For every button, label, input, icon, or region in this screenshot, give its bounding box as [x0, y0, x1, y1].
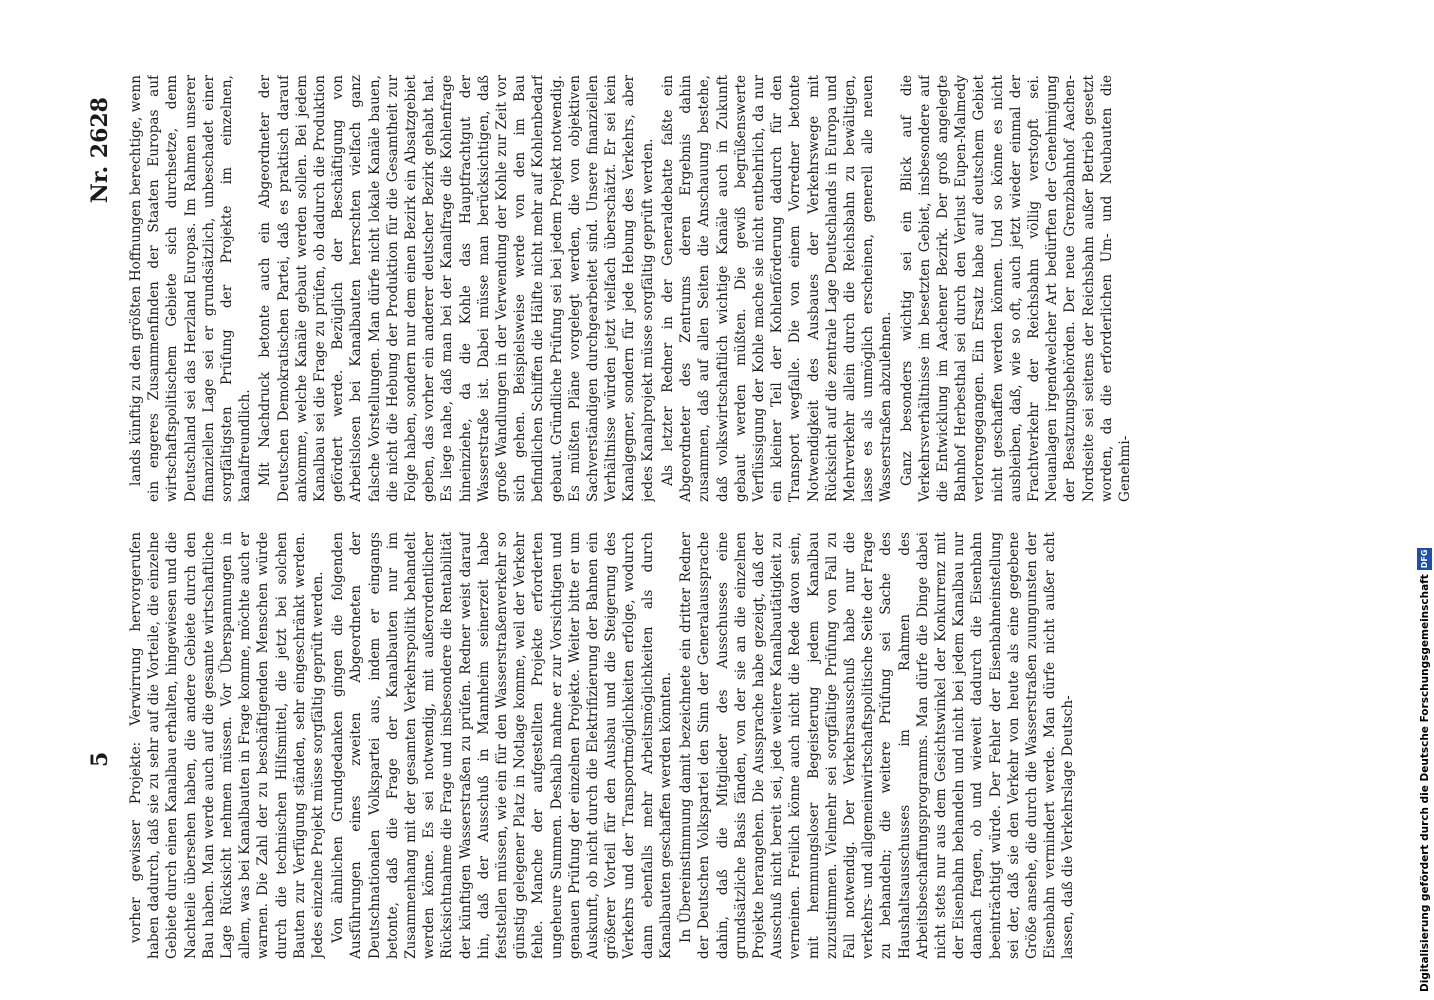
right-column [127, 75, 1417, 502]
paragraph: Von ähnlichen Grundgedanken gingen die folgenden Ausführungen eines zweiten Abgeordneten der Deutschnationalen Volkspartei aus, indem er eingangs betonte, daß die Frage der Kanalbauten nur im Zusammenhang mit der gesamten Verkehrspolitik behandelt werden könne. Es sei notwendig, mit außerordentlicher Rücksichtnahme die Frage und insbesondere die Rentabilität der künftigen Wasserstraßen zu prüfen. Redner weist darauf hin, daß der Ausschuß in Mannheim seinerzeit habe feststellen müssen, wie ein für den Wasserstraßenverkehr so günstig gelegener Platz in Notlage komme, weil der Verkehr fehle. Manche der aufgestellten Projekte erforderten ungeheure Summen. Deshalb mahne er zur Vorsichtigen und genauen Prüfung der einzelnen Projekte. Weiter bitte er um Auskunft, ob nicht durch die Elektrifizierung der Bahnen ein größerer Vorteil für den Ausbau und die Steigerung des Verkehrs und der Transportmöglichkeiten erfolge, wodurch dann ebenfalls mehr Arbeitsmöglichkeiten als durch Kanalbauten geschaffen werden könnten. [330, 532, 674, 959]
digitization-note-text: Digitalisierung gefördert durch die Deutsche Forschungsgemeinschaft [1419, 574, 1431, 992]
page-number: 5 [87, 751, 113, 767]
text-columns [127, 67, 1417, 967]
dfg-logo: DFG [1417, 548, 1432, 571]
paragraph: vorher gewisser Projekte: Verwirrung hervorgerufen haben dadurch, daß sie zu sehr auf die Vorteile, die einzelne Gebiete durch einen Kanalbau erhalten, hingewiesen und die Nachteile übersehen haben, die andere Gebiete durch den Bau haben. Man werde auch auf die gesamte wirtschaftliche Lage Rücksicht nehmen müssen. Vor Überspannungen in allem, was bei Kanalbauten in Frage komme, möchte auch er warnen. Die Zahl der zu beschäftigenden Menschen würde durch die technischen Hilfsmittel, die jetzt bei solchen Bauten zur Verfügung ständen, sehr eingeschränkt werden. Jedes einzelne Projekt müsse sorgfältig geprüft werden. [128, 532, 327, 959]
left-column [127, 532, 1417, 959]
rotated-document-page [87, 67, 1417, 967]
paragraph: In Übereinstimmung damit bezeichnete ein dritter Redner der Deutschen Volkspartei den Sinn der Generalaussprache dahin, daß die Mitglieder des Ausschusses eine grundsätzliche Basis fänden, von der sie an die einzelnen Projekte herangehen. Die Aussprache habe gezeigt, daß der Ausschuß nicht bereit sei, jede weitere Kanalbautätigkeit zu verneinen. Freilich könne auch nicht die Rede davon sein, mit hemmungsloser Begeisterung jedem Kanalbau zuzustimmen. Vielmehr sei sorgfältige Prüfung von Fall zu Fall notwendig. Der Verkehrsausschuß habe nur die verkehrs- und allgemeinwirtschaftspolitische Seite der Frage zu behandeln; die weitere Prüfung sei Sache des Haushaltsausschusses im Rahmen des Arbeitsbeschaffungsprogramms. Man dürfe die Dinge dabei nicht stets nur aus dem Gesichtswinkel der Konkurrenz mit der Eisenbahn behandeln und nicht bei jedem Kanalbau nur danach fragen, ob und wieweit dadurch die Eisenbahn beeinträchtigt würde. Der Fehler der Eisenbahneinstellung sei der, daß sie den Verkehr von heute als eine gegebene Größe ansehe, die durch die Wasserstraßen zuungunsten der Eisenbahn vermindert werde. Man dürfe nicht außer acht lassen, daß die Verkehrslage Deutsch- [678, 532, 1077, 959]
document-number: Nr. 2628 [87, 97, 113, 204]
paragraph: Mit Nachdruck betonte auch ein Abgeordneter der Deutschen Demokratischen Partei, daß es praktisch darauf ankomme, welche Kanäle gebaut werden sollen. Bei jedem Kanalbau sei die Frage zu prüfen, ob dadurch die Produktion gefördert werde. Bezüglich der Beschäftigung von Arbeitslosen bei Kanalbauten herrschten vielfach ganz falsche Vorstellungen. Man dürfe nicht lokale Kanäle bauen, die nicht die Hebung der Produktion für die Gesamtheit zur Folge haben, sondern nur dem einen Bezirk ein Absatzgebiet geben, das vorher ein anderer deutscher Bezirk gehabt hat. Es liege nahe, daß man bei der Kanalfrage die Kohlenfrage hineinziehe, da die Kohle das Hauptfrachtgut der Wasserstraße ist. Dabei müsse man berücksichtigen, daß große Wandlungen in der Verwendung der Kohle zur Zeit vor sich gehen. Beispielsweise werde von den im Bau befindlichen Schiffen die Hälfte nicht mehr auf Kohlenbedarf gebaut. Gründliche Prüfung sei bei jedem Projekt notwendig. Es müßten Pläne vorgelegt werden, die von objektiven Sachverständigen durchgearbeitet sind. Unsere finanziellen Verhältnisse würden jetzt vielfach überschätzt. Er sei kein Kanalgegner, sondern für jede Hebung des Verkehrs, aber jedes Kanalprojekt müsse sorgfältig geprüft werden. [257, 75, 656, 502]
digitization-note [1414, 0, 1434, 1000]
paragraph: Ganz besonders wichtig sei ein Blick auf die Verkehrsverhältnisse im besetzten Gebiet, insbesondere auf die Entwicklung im Aachener Bezirk. Der groß angelegte Bahnhof Herbesthal sei durch den Verlust Eupen-Malmedy verlorengegangen. Ein Ersatz habe auf deutschem Gebiet nicht geschaffen werden können. Und so könne es nicht ausbleiben, daß, wie so oft, auch jetzt wieder einmal der Frachtverkehr der Reichsbahn völlig verstopft sei. Neuanlagen irgendwelcher Art bedürften der Genehmigung der Besatzungsbehörden. Der neue Grenzbahnhof Aachen-Nordseite sei seitens der Reichsbahn außer Betrieb gesetzt worden, da die erforderlichen Um- und Neubauten die Genehmi- [898, 75, 1133, 502]
paragraph: lands künftig zu den größten Hoffnungen berechtige, wenn ein engeres Zusammenfinden der Staaten Europas auf wirtschaftspolitischem Gebiete sich durchsetze, denn Deutschland sei das Herzland Europas. Im Rahmen unserer finanziellen Lage sei er grundsätzlich, unbeschadet einer sorgfältigsten Prüfung der Projekte im einzelnen, kanalfreundlich. [128, 75, 254, 502]
paragraph: Als letzter Redner in der Generaldebatte faßte ein Abgeordneter des Zentrums deren Ergebnis dahin zusammen, daß auf allen Seiten die Anschauung bestehe, daß volkswirtschaftlich wichtige Kanäle auch in Zukunft gebaut werden müßten. Die gewiß begrüßenswerte Verflüssigung der Kohle mache sie nicht entbehrlich, da nur ein kleiner Teil der Kohlenförderung dadurch für den Transport wegfalle. Die von einem Vorredner betonte Notwendigkeit des Ausbaues der Verkehrswege mit Rücksicht auf die zentrale Lage Deutschlands in Europa und Mehrverkehr allein durch die Reichsbahn zu bewältigen, lasse es als unmöglich erscheinen, generell alle neuen Wasserstraßen abzulehnen. [659, 75, 895, 502]
